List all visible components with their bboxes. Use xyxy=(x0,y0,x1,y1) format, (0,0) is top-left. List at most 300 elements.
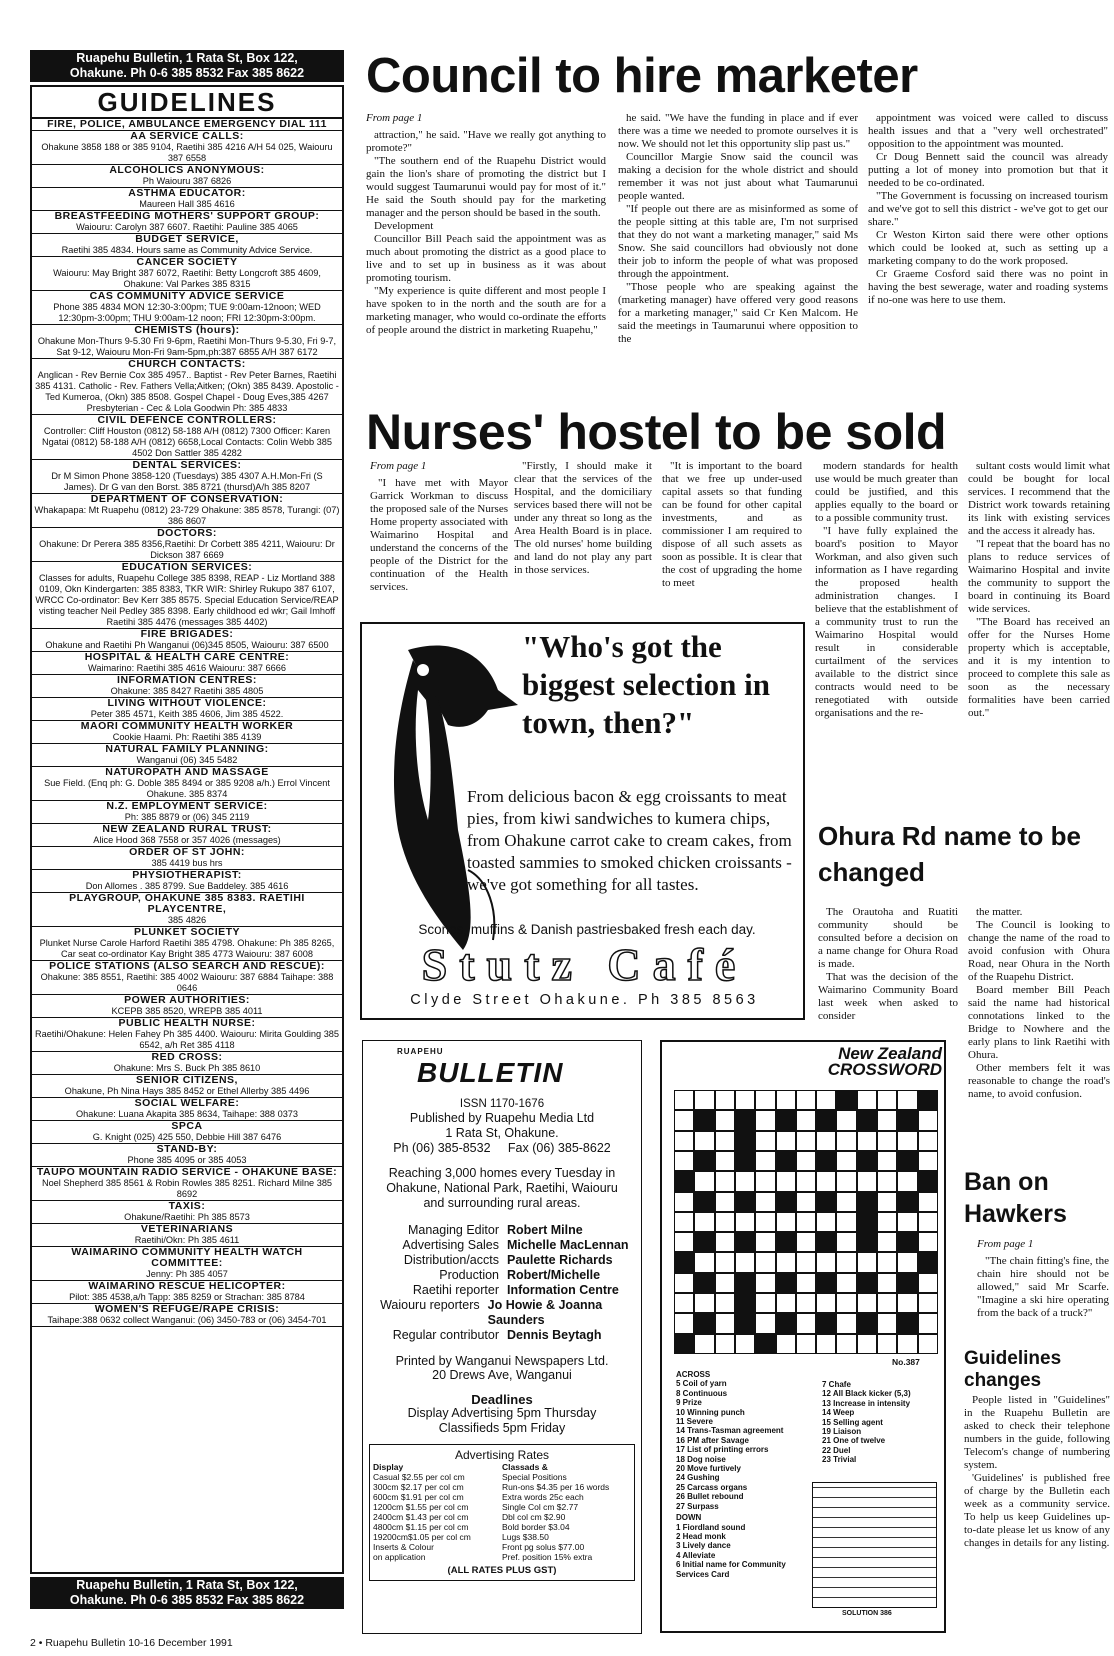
crossword-cell xyxy=(918,1212,938,1232)
crossword-cell xyxy=(918,1232,938,1252)
crossword-cell xyxy=(836,1293,856,1313)
banner-line: Ohakune. Ph 0-6 385 8532 Fax 385 8622 xyxy=(69,66,305,80)
paragraph: Board member Bill Peach said the name had historical connotations linked to the Bridge to Nowhere and the early plans to link Raetihi with Ohura. xyxy=(968,984,1110,1061)
guideline-entry xyxy=(32,415,342,460)
council-text xyxy=(366,129,606,337)
crossword-cell xyxy=(796,1232,816,1252)
nurses-col-5 xyxy=(968,460,1110,812)
printer-address: 20 Drews Ave, Wanganui xyxy=(432,1368,572,1382)
guideline-entry xyxy=(32,494,342,528)
ad-headline: "Who's got the biggest selection in town, then?" xyxy=(522,629,770,740)
crossword-cell xyxy=(715,1131,735,1151)
nurses-headline: Nurses' hostel to be sold xyxy=(366,404,947,460)
rates-note: (ALL RATES PLUS GST) xyxy=(447,1565,557,1576)
guideline-heading: DENTAL SERVICES: xyxy=(132,459,242,471)
crossword-cell xyxy=(694,1293,714,1313)
crossword-cell xyxy=(776,1131,796,1151)
crossword-cell xyxy=(897,1273,917,1293)
deadlines-title: Deadlines xyxy=(471,1392,533,1407)
guideline-entry xyxy=(32,1052,342,1075)
crossword-cell xyxy=(694,1090,714,1110)
guideline-entry xyxy=(32,824,342,847)
paragraph: Councillor Margie Snow said the council was making a decision for the whole district and should remember it was not just about what Taumarunui people wanted. xyxy=(618,151,858,202)
down-list xyxy=(676,1523,816,1579)
guideline-heading: FIRE, POLICE, AMBULANCE EMERGENCY DIAL 111 xyxy=(47,118,327,130)
crossword-cell xyxy=(735,1252,755,1272)
guideline-text: Don Allomes . 385 8799. Sue Baddeley. 385 4616 xyxy=(85,881,289,891)
list-item: 2400cm $1.43 per col cm xyxy=(373,1512,469,1522)
paragraph: "If people out there are as misinformed as some of the people sitting at this table are, I'm not surprised that they do not want a marketing manager," said Ms Snow. She said councillors had obviously not done their job to inform the people of what was proposed through the appointment. xyxy=(618,203,858,280)
crossword-cell xyxy=(796,1334,816,1354)
guideline-entry xyxy=(32,1281,342,1304)
crossword-cell xyxy=(796,1252,816,1272)
crossword-cell xyxy=(816,1232,836,1252)
crossword-cell xyxy=(735,1131,755,1151)
rates-head: Display xyxy=(373,1462,404,1472)
council-col-2 xyxy=(618,112,858,404)
list-item: 25 Carcass organs xyxy=(676,1482,748,1492)
guideline-text: Raetihi/Ohakune: Helen Fahey Ph 385 4400. Waiouru: Mirita Goulding 385 6542, a/h Ret 385 4118 xyxy=(34,1029,340,1050)
guideline-entry xyxy=(32,1144,342,1167)
crossword-cell xyxy=(918,1273,938,1293)
list-item: Bold border $3.04 xyxy=(502,1522,570,1532)
staff-row xyxy=(367,1283,637,1298)
crossword-cell xyxy=(836,1131,856,1151)
rates-head: Classads & xyxy=(502,1462,548,1472)
guideline-heading: AA SERVICE CALLS: xyxy=(130,130,244,142)
crossword-cell xyxy=(897,1334,917,1354)
rates-box xyxy=(369,1444,635,1581)
crossword-cell xyxy=(918,1192,938,1212)
crossword-cell xyxy=(816,1334,836,1354)
list-item: 4 Alleviate xyxy=(676,1550,716,1560)
guideline-text: Ohakune Mon-Thurs 9-5.30 Fri 9-6pm, Raetihi Mon-Thurs 9-5.30, Fri 9-7, Sat 9-12, Waiouru Mon-Fri 9am-5pm,ph:387 6855 A/H 387 6172 xyxy=(37,336,337,357)
guideline-heading: POWER AUTHORITIES: xyxy=(124,994,250,1006)
crossword-cell xyxy=(836,1110,856,1130)
solution-label: SOLUTION 386 xyxy=(842,1610,892,1617)
masthead-small: RUAPEHU xyxy=(397,1047,444,1056)
staff-role: Advertising Sales xyxy=(402,1238,499,1252)
guideline-entry xyxy=(32,961,342,995)
ad-tagline: Scones, muffins & Danish pastriesbaked fresh each day. xyxy=(418,922,756,937)
crossword-cell xyxy=(694,1212,714,1232)
ohura-col-2 xyxy=(968,906,1110,1169)
crossword-cell xyxy=(755,1151,775,1171)
crossword-cell xyxy=(674,1313,694,1333)
council-headline: Council to hire marketer xyxy=(366,49,918,103)
guidelines-box xyxy=(30,85,344,1574)
guideline-text: Ph Waiouru 387 6826 xyxy=(142,176,232,186)
list-item: 16 PM after Savage xyxy=(676,1435,749,1445)
crossword-cell xyxy=(674,1273,694,1293)
ohura-text xyxy=(818,906,958,1023)
crossword-cell xyxy=(796,1293,816,1313)
nurses-text xyxy=(815,460,958,720)
from-page: From page 1 xyxy=(370,460,427,472)
guideline-entry xyxy=(32,721,342,744)
staff-row xyxy=(367,1268,637,1283)
paragraph: Cr Graeme Cosford said there was no point in having the best sewerage, water and roading systems if no-one was here to use them. xyxy=(868,268,1108,306)
crossword-cell xyxy=(816,1151,836,1171)
nurses-text xyxy=(662,460,802,590)
down-title: DOWN xyxy=(676,1513,702,1523)
crossword-cell xyxy=(816,1171,836,1191)
crossword-cell xyxy=(857,1212,877,1232)
gl-changes-text xyxy=(964,1394,1110,1550)
crossword-cell xyxy=(715,1110,735,1130)
crossword-cell xyxy=(816,1131,836,1151)
rates-left-list xyxy=(373,1472,502,1562)
crossword-cell xyxy=(755,1171,775,1191)
reach-statement: Reaching 3,000 homes every Tuesday in Ohakune, National Park, Raetihi, Waiouru and surrounding rural areas. xyxy=(386,1166,618,1210)
list-item: 1 Fiordland sound xyxy=(676,1522,746,1532)
guideline-heading: PHYSIOTHERAPIST: xyxy=(132,869,242,881)
crossword-cell xyxy=(694,1192,714,1212)
crossword-cell xyxy=(918,1171,938,1191)
guideline-heading: DOCTORS: xyxy=(157,527,217,539)
crossword-cell xyxy=(715,1313,735,1333)
crossword-cell xyxy=(755,1293,775,1313)
crossword-cell xyxy=(674,1131,694,1151)
crossword-cell xyxy=(674,1192,694,1212)
guideline-text: Ohakune: 385 8427 Raetihi 385 4805 xyxy=(110,686,264,696)
crossword-cell xyxy=(755,1232,775,1252)
crossword-cell xyxy=(918,1110,938,1130)
publisher: Published by Ruapehu Media Ltd xyxy=(409,1111,595,1125)
crossword-cell xyxy=(877,1110,897,1130)
bulletin-masthead xyxy=(362,1040,642,1634)
crossword-cell xyxy=(836,1192,856,1212)
crossword-cell xyxy=(715,1090,735,1110)
crossword-cell xyxy=(796,1212,816,1232)
guideline-heading: HOSPITAL & HEALTH CARE CENTRE: xyxy=(84,651,290,663)
guideline-text: KCEPB 385 8520, WREPB 385 4011 xyxy=(111,1006,263,1016)
guidelines-title: GUIDELINES xyxy=(32,87,342,119)
list-item: 18 Dog noise xyxy=(676,1454,726,1464)
crossword-cell xyxy=(755,1131,775,1151)
list-item: Pref. position 15% extra xyxy=(502,1552,593,1562)
guideline-entry xyxy=(32,1121,342,1144)
list-item: 14 Trans-Tasman agreement xyxy=(676,1426,784,1436)
guideline-entry xyxy=(32,460,342,494)
list-item: 300cm $2.17 per col cm xyxy=(373,1482,464,1492)
crossword-cell xyxy=(877,1313,897,1333)
staff-row xyxy=(367,1253,637,1268)
staff-row xyxy=(367,1238,637,1253)
guideline-entry xyxy=(32,188,342,211)
guideline-heading: FIRE BRIGADES: xyxy=(140,628,234,640)
crossword-cell xyxy=(735,1212,755,1232)
guideline-text: Anglican - Rev Bernie Cox 385 4957.. Baptist - Rev Peter Barnes, Raetihi 385 4131. Catholic - Rev. Fathers Vella;Aitken; (Okn) 385 8439. Apostolic - Ted Kumeroa, (Okn) 385 8508. Gospel Chapel - Doug Eves,385 4267 Presbyterian - Cec & Lola Goodwin Ph: 385 4833 xyxy=(35,370,339,413)
paragraph: modern standards for health use would be much greater than could be justified, and this applies equally to the board or to a possible community trust. xyxy=(815,460,958,524)
list-item: 600cm $1.91 per col cm xyxy=(373,1492,464,1502)
crossword-cell xyxy=(836,1313,856,1333)
paragraph: appointment was voiced were called to discuss health issues and that a "very well orchestrated" opposition to the appointment was mounted. xyxy=(868,112,1108,150)
across-list xyxy=(676,1379,816,1511)
guideline-entry xyxy=(32,1098,342,1121)
guideline-heading: PLAYGROUP, OHAKUNE 385 8383. RAETIHI PLAYCENTRE, xyxy=(69,892,305,915)
guideline-entry xyxy=(32,767,342,801)
stutz-cafe-ad xyxy=(360,622,805,1020)
crossword-cell xyxy=(877,1273,897,1293)
guideline-entry xyxy=(32,1304,342,1327)
list-item: 2 Head monk xyxy=(676,1531,726,1541)
guideline-text: Jenny: Ph 385 4057 xyxy=(146,1269,228,1279)
guideline-heading: NATUROPATH AND MASSAGE xyxy=(105,766,269,778)
crossword-cell xyxy=(918,1313,938,1333)
staff-name: Dennis Beytagh xyxy=(507,1328,602,1342)
crossword-cell xyxy=(776,1151,796,1171)
crossword-cell xyxy=(877,1212,897,1232)
crossword-cell xyxy=(918,1252,938,1272)
list-item: 8 Continuous xyxy=(676,1388,728,1398)
paragraph: The Orautoha and Ruatiti community should be consulted before a decision on a name change for Ohura Road is made. xyxy=(818,906,958,970)
hawkers-story xyxy=(977,1238,1109,1350)
crossword-cell xyxy=(857,1273,877,1293)
guideline-entry xyxy=(32,1224,342,1247)
issn: ISSN 1170-1676 xyxy=(459,1098,545,1110)
ohura-headline: Ohura Rd name to be changed xyxy=(818,821,1081,887)
rates-right-list xyxy=(502,1472,631,1562)
nurses-col-2 xyxy=(514,460,652,620)
list-item: on application xyxy=(373,1552,426,1562)
crossword-cell xyxy=(715,1192,735,1212)
guideline-text: Phone 385 4834 MON 12:30-3:00pm; TUE 9:00am-12noon; WED 12:30pm-3:00pm; THU 9:00am-12 noon; FRI 12:30pm-3:00pm. xyxy=(53,302,321,323)
deadline-display: Display Advertising 5pm Thursday xyxy=(407,1406,597,1420)
guideline-text: Raetihi/Okn: Ph 385 4611 xyxy=(134,1235,240,1245)
crossword-cell xyxy=(816,1273,836,1293)
crossword-cell xyxy=(694,1252,714,1272)
paragraph: People listed in "Guidelines" in the Ruapehu Bulletin are asked to check their telephone numbers in the guide, following Telecom's change of numbering system. xyxy=(964,1394,1110,1471)
guideline-text: Raetihi 385 4834. Hours same as Community Advice Service. xyxy=(61,245,313,255)
paragraph: The Council is looking to change the name of the road to avoid confusion with Ohura Road, near Ohura in the North of the Ruapehu District. xyxy=(968,919,1110,983)
crossword-cell xyxy=(776,1273,796,1293)
crossword-cell xyxy=(735,1232,755,1252)
gl-changes-story xyxy=(964,1394,1110,1634)
paragraph: "It is important to the board that we free up under-used capital assets so that funding can be found for other capital investments, and as commissioner I am required to dispose of all such assets as soon as possible. It is clear that the cost of upgrading the home to meet xyxy=(662,460,802,589)
crossword-cell xyxy=(857,1151,877,1171)
guideline-text: 385 4826 xyxy=(167,915,207,925)
staff-list xyxy=(367,1223,637,1343)
guidelines-column xyxy=(30,50,344,1635)
crossword-cell xyxy=(897,1131,917,1151)
page-footer: 2 • Ruapehu Bulletin 10-16 December 1991 xyxy=(30,1637,233,1649)
crossword-cell xyxy=(776,1334,796,1354)
paragraph: "The Board has received an offer for the Nurses Home property which is acceptable, and it is my intention to proceed to complete this sale as soon as the necessary formalities have been carried out." xyxy=(968,616,1110,719)
crossword-cell xyxy=(755,1110,775,1130)
guideline-heading: PUBLIC HEALTH NURSE: xyxy=(118,1017,256,1029)
list-item: Dbl col cm $2.90 xyxy=(502,1512,566,1522)
publisher-address: 1 Rata St, Ohakune. xyxy=(445,1126,559,1140)
guideline-heading: BUDGET SERVICE, xyxy=(135,233,239,245)
crossword-cell xyxy=(755,1212,775,1232)
crossword-cell xyxy=(857,1232,877,1252)
crossword-cell xyxy=(897,1252,917,1272)
guideline-text: Ohakune, Ph Nina Hays 385 8452 or Ethel Allerby 385 4496 xyxy=(64,1086,310,1096)
guideline-text: Ohakune and Raetihi Ph Wanganui (06)345 8505, Waiouru: 387 6500 xyxy=(45,640,329,650)
crossword-cell xyxy=(735,1313,755,1333)
crossword-cell xyxy=(776,1293,796,1313)
crossword-cell xyxy=(796,1110,816,1130)
crossword-cell xyxy=(694,1273,714,1293)
guideline-entry xyxy=(32,847,342,870)
rates-title: Advertising Rates xyxy=(454,1448,550,1462)
hawkers-text xyxy=(977,1255,1109,1320)
guideline-heading: ALCOHOLICS ANONYMOUS: xyxy=(109,164,265,176)
crossword-cell xyxy=(776,1232,796,1252)
staff-name: Information Centre xyxy=(507,1283,619,1297)
list-item: 12 All Black kicker (5,3) xyxy=(822,1389,911,1399)
paragraph: "Firstly, I should make it clear that the services of the Hospital, and the domiciliary services based there will not be under any threat so long as the Area Health Board is in place. The old nurses' home building and land do not play any part in those services. xyxy=(514,460,652,576)
crossword-cell xyxy=(897,1232,917,1252)
list-item: 4800cm $1.15 per col cm xyxy=(373,1522,469,1532)
guideline-entry xyxy=(32,528,342,562)
list-item: 9 Prize xyxy=(676,1398,702,1408)
crossword-cell xyxy=(857,1131,877,1151)
guideline-heading: SPCA xyxy=(171,1120,203,1132)
crossword-cell xyxy=(877,1151,897,1171)
guideline-entry xyxy=(32,1201,342,1224)
paragraph: That was the decision of the Waimarino Community Board last week when asked to consider xyxy=(818,971,958,1022)
crossword-cell xyxy=(796,1313,816,1333)
guideline-heading: EDUCATION SERVICES: xyxy=(121,561,253,573)
crossword-cell xyxy=(857,1110,877,1130)
council-text xyxy=(618,112,858,346)
guideline-entry xyxy=(32,131,342,165)
crossword-cell xyxy=(816,1212,836,1232)
crossword-cell xyxy=(796,1151,816,1171)
crossword-cell xyxy=(836,1090,856,1110)
guideline-heading: WAIMARINO RESCUE HELICOPTER: xyxy=(88,1280,286,1292)
ohura-col-1 xyxy=(818,906,958,1036)
banner-line: Ruapehu Bulletin, 1 Rata St, Box 122, xyxy=(76,51,298,65)
guideline-text: Ohakune: Dr Perera 385 8356,Raetihi: Dr Corbett 385 4211, Waiouru: Dr Dickson 387 6669 xyxy=(39,539,335,560)
paragraph: Councillor Bill Peach said the appointment was as much about promoting the district as a good place to live and to set up in business as it was about promoting tourism. xyxy=(366,233,606,284)
guideline-heading: ASTHMA EDUCATOR: xyxy=(128,187,246,199)
guideline-text: Pilot: 385 4538,a/h Tapp: 385 8259 or Strachan: 385 8784 xyxy=(69,1292,305,1302)
crossword-cell xyxy=(857,1293,877,1313)
crossword-cell xyxy=(735,1151,755,1171)
crossword-cell xyxy=(715,1232,735,1252)
crossword-cell xyxy=(776,1212,796,1232)
crossword-cell xyxy=(694,1110,714,1130)
list-item: 10 Winning punch xyxy=(676,1407,745,1417)
guideline-heading: TAUPO MOUNTAIN RADIO SERVICE - OHAKUNE BASE: xyxy=(36,1166,338,1178)
list-item: Run-ons $4.35 per 16 words xyxy=(502,1482,610,1492)
crossword-cell xyxy=(877,1232,897,1252)
crossword-cell xyxy=(735,1293,755,1313)
crossword-cell xyxy=(715,1252,735,1272)
guideline-heading: CIVIL DEFENCE CONTROLLERS: xyxy=(97,414,277,426)
staff-name: Paulette Richards xyxy=(507,1253,613,1267)
list-item: 14 Weep xyxy=(822,1408,855,1418)
crossword-cell xyxy=(918,1293,938,1313)
crossword-cell xyxy=(674,1110,694,1130)
guideline-entry xyxy=(32,234,342,257)
crossword-cell xyxy=(857,1252,877,1272)
crossword-cell xyxy=(715,1334,735,1354)
list-item: Inserts & Colour xyxy=(373,1542,434,1552)
guideline-text: Whakapapa: Mt Ruapehu (0812) 23-729 Ohakune: 385 8578, Turangi: (07) 386 8607 xyxy=(34,505,340,526)
crossword-cell xyxy=(755,1252,775,1272)
guideline-text: Controller: Cliff Houston (0812) 58-188 A/H (0812) 7300 Officer: Karen Ngatai (0812) 58-188 A/H (0812) 6658,Local Contacts: Colin Webb 385 4502 Don Sattler 385 4282 xyxy=(42,426,332,458)
crossword-cell xyxy=(836,1151,856,1171)
crossword-cell xyxy=(857,1171,877,1191)
list-item: 15 Selling agent xyxy=(822,1417,883,1427)
list-item: 21 One of twelve xyxy=(822,1436,886,1446)
crossword-cell xyxy=(918,1090,938,1110)
staff-name: Robert Milne xyxy=(507,1223,583,1237)
guideline-heading: SOCIAL WELFARE: xyxy=(134,1097,240,1109)
guideline-entry xyxy=(32,359,342,415)
rates-table xyxy=(373,1462,631,1562)
nurses-col-3 xyxy=(662,460,802,620)
crossword-cell xyxy=(674,1090,694,1110)
solution-grid xyxy=(812,1482,937,1608)
crossword-cell xyxy=(897,1090,917,1110)
guideline-text: Plunket Nurse Carole Harford Raetihi 385 4798. Ohakune: Ph 385 8265, Car seat co-ordinator Kay Bright 385 4773 Waiouru: 387 6008 xyxy=(39,938,335,959)
ohura-text xyxy=(968,906,1110,1101)
crossword-cell xyxy=(776,1313,796,1333)
crossword-cell xyxy=(816,1252,836,1272)
crossword-cell xyxy=(715,1273,735,1293)
guideline-text: Alice Hood 368 7558 or 357 4026 (messages) xyxy=(93,835,281,845)
guideline-heading: N.Z. EMPLOYMENT SERVICE: xyxy=(106,800,268,812)
guideline-entry xyxy=(32,211,342,234)
crossword-cell xyxy=(857,1313,877,1333)
guideline-heading: WOMEN'S REFUGE/RAPE CRISIS: xyxy=(94,1303,280,1315)
list-item: 24 Gushing xyxy=(676,1473,720,1483)
crossword-cell xyxy=(776,1192,796,1212)
guideline-entry xyxy=(32,1018,342,1052)
list-item: 19200cm$1.05 per col cm xyxy=(373,1532,471,1542)
paragraph: Development xyxy=(374,220,434,232)
guideline-heading: BREASTFEEDING MOTHERS' SUPPORT GROUP: xyxy=(54,210,320,222)
guideline-text: Dr M Simon Phone 3858-120 (Tuesdays) 385 4307 A.H.Mon-Fri (S James). Dr G van den Borst. 385 8721 (thursd)A/h 385 8207 xyxy=(51,471,323,492)
list-item: 1200cm $1.55 per col cm xyxy=(373,1502,469,1512)
guideline-heading: INFORMATION CENTRES: xyxy=(117,674,257,686)
across-title: ACROSS xyxy=(676,1370,711,1379)
guideline-heading: SENIOR CITIZENS, xyxy=(136,1074,238,1086)
crossword-cell xyxy=(877,1192,897,1212)
crossword-cell xyxy=(897,1171,917,1191)
crossword-cell xyxy=(674,1252,694,1272)
crossword-cell xyxy=(816,1192,836,1212)
guideline-text: Maureen Hall 385 4616 xyxy=(139,199,235,209)
list-item: 27 Surpass xyxy=(676,1501,719,1511)
guidelines-entries xyxy=(32,119,342,1327)
paragraph: "Those people who are speaking against the (marketing manager) have offered very good reasons for a marketing manager," said Cr Ken Malcom. He said the meetings in Taumarunui where opposition to the xyxy=(618,281,858,345)
crossword-cell xyxy=(694,1232,714,1252)
list-item: Extra words 25c each xyxy=(502,1492,584,1502)
crossword-cell xyxy=(897,1192,917,1212)
crossword-title: New Zealand CROSSWORD xyxy=(827,1044,942,1079)
crossword-cell xyxy=(836,1273,856,1293)
guideline-entry xyxy=(32,927,342,961)
from-page: From page 1 xyxy=(977,1238,1034,1250)
crossword-number: No.387 xyxy=(892,1357,920,1367)
printer: Printed by Wanganui Newspapers Ltd. xyxy=(395,1354,609,1368)
publisher-phone: Ph (06) 385-8532 Fax (06) 385-8622 xyxy=(393,1141,611,1155)
guideline-heading: RED CROSS: xyxy=(151,1051,223,1063)
guideline-heading: DEPARTMENT OF CONSERVATION: xyxy=(90,493,284,505)
banner-line: Ruapehu Bulletin, 1 Rata St, Box 122, xyxy=(76,1578,298,1592)
crossword-cell xyxy=(694,1131,714,1151)
guideline-heading: PLUNKET SOCIETY xyxy=(133,926,241,938)
crossword-cell xyxy=(877,1131,897,1151)
guideline-text: Peter 385 4571, Keith 385 4606, Jim 385 4522. xyxy=(90,709,284,719)
crossword-cell xyxy=(897,1151,917,1171)
